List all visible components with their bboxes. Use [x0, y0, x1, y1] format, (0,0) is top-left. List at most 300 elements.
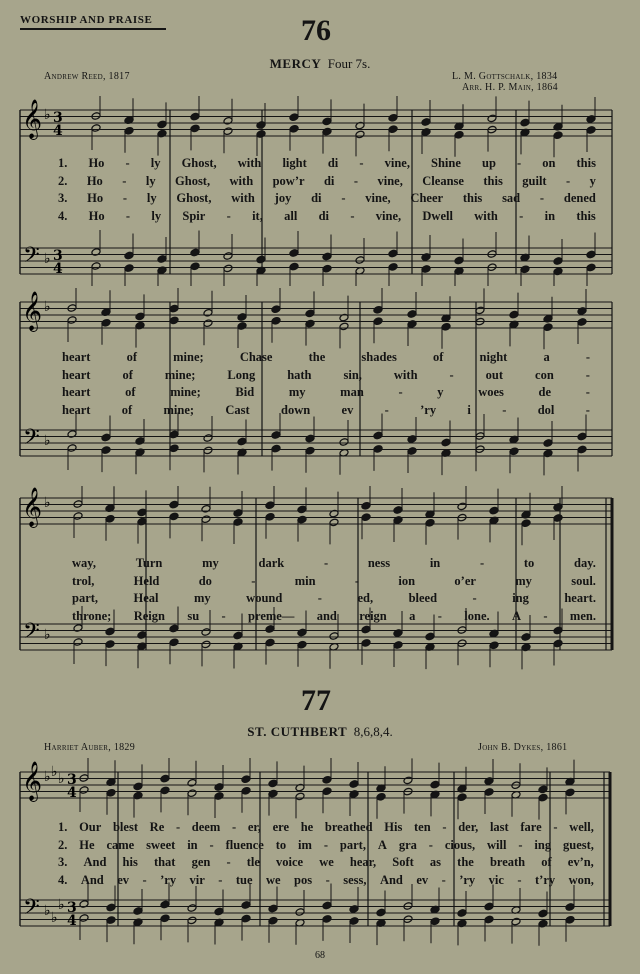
lyric-syllable: he [300, 820, 314, 834]
lyric-syllable: Cleanse [422, 173, 464, 188]
lyric-syllable: this [576, 208, 596, 223]
flat-sign-icon: ♭ [51, 764, 58, 780]
note-head [388, 263, 398, 272]
tune-heading [0, 724, 640, 740]
lyric-syllable: with [237, 156, 262, 170]
lyric-syllable: part, [339, 837, 366, 852]
lyric-syllable: su [187, 608, 200, 623]
lyric-syllable: and [316, 608, 337, 623]
lyric-line [58, 191, 596, 206]
bass-clef-icon: 𝄢 [23, 895, 40, 925]
note-head [322, 915, 332, 924]
treble-clef-icon: 𝄞 [22, 291, 43, 331]
lyric-syllable: my [288, 385, 306, 399]
hymn-number: 76 [301, 14, 331, 47]
lyric-syllable: ev [117, 872, 130, 887]
note-head [201, 628, 211, 637]
note-head [190, 112, 200, 121]
note-head [520, 118, 530, 127]
note-head [565, 903, 575, 912]
section-header: WORSHIP AND PRAISE [20, 14, 153, 26]
note-head [577, 445, 587, 454]
lyric-syllable: ten [414, 820, 431, 834]
lyric-syllable: Ho [87, 191, 104, 205]
lyric-syllable: with [393, 367, 418, 382]
note-head [538, 919, 548, 928]
note-head [538, 785, 548, 794]
lyric-syllable: fluence [225, 837, 264, 852]
note-head [237, 437, 247, 446]
lyric-syllable: down [281, 402, 311, 417]
note-head [297, 505, 307, 514]
note-head [361, 513, 371, 522]
lyric-syllable: Reign [133, 608, 165, 623]
flat-sign-icon: ♭ [44, 107, 51, 123]
lyric-syllable: with [474, 208, 498, 223]
lyric-syllable: on [542, 156, 556, 170]
note-head [407, 310, 417, 319]
note-head [268, 916, 278, 925]
note-head [553, 626, 563, 635]
note-head [484, 788, 494, 797]
lyric-syllable: bleed [408, 591, 438, 605]
note-head [295, 792, 305, 801]
lyric-syllable: heart [62, 350, 91, 364]
lyric-syllable: pow’r [272, 173, 305, 188]
note-head [268, 904, 278, 913]
author-credit: Andrew Reed, 1817 [44, 71, 130, 82]
lyric-syllable: sad [502, 191, 521, 205]
meter: Four 7s. [327, 56, 371, 71]
lyric-syllable: heart. [564, 591, 596, 605]
lyric-syllable: gra [398, 837, 417, 852]
note-head [322, 127, 332, 136]
lyric-syllable: o’er [454, 573, 476, 588]
lyric-syllable: ev [341, 402, 354, 417]
note-head [421, 118, 431, 127]
syllable-hyphen: - [353, 173, 359, 188]
lyric-syllable: Ho [88, 208, 105, 223]
lyric-syllable: ’ry [459, 872, 476, 887]
lyric-line [58, 820, 594, 835]
note-head [133, 907, 143, 916]
lyric-syllable: woes [478, 385, 504, 399]
lyric-line [58, 838, 594, 853]
note-head [233, 518, 243, 527]
lyric-syllable: sess, [343, 872, 367, 887]
note-head [361, 502, 371, 511]
note-head [241, 901, 251, 910]
note-head [305, 434, 315, 443]
note-head [388, 249, 398, 258]
note-head [214, 783, 224, 792]
composer-credit: John B. Dykes, 1861 [478, 742, 568, 753]
lyric-syllable: will [486, 837, 507, 852]
lyric-syllable: 3. [58, 855, 68, 869]
lyric-syllable: hear, [349, 855, 377, 869]
note-head [187, 789, 197, 798]
lyric-syllable: of [126, 350, 138, 364]
syllable-hyphen: - [437, 608, 442, 623]
note-head [106, 903, 116, 912]
note-head [187, 916, 197, 925]
note-head [586, 126, 596, 135]
note-head [297, 628, 307, 637]
note-head [187, 779, 197, 788]
note-head [223, 127, 233, 136]
lyric-syllable: of [122, 367, 133, 382]
note-head [457, 909, 467, 918]
note-head [430, 917, 440, 926]
note-head [105, 640, 115, 649]
note-head [441, 438, 451, 447]
lyric-syllable: this [483, 173, 503, 188]
lyric-syllable: tle [246, 855, 260, 869]
lyric-syllable: con [535, 367, 554, 382]
note-head [157, 255, 167, 264]
syllable-hyphen: - [519, 208, 524, 223]
lyric-syllable: the [308, 350, 326, 364]
lyric-syllable: lone. [464, 608, 490, 623]
syllable-hyphen: - [142, 872, 147, 887]
lyric-syllable: in [429, 556, 441, 570]
tune-heading [0, 56, 640, 72]
note-head [586, 263, 596, 272]
note-head [407, 447, 417, 456]
lyric-syllable: cious, [444, 837, 476, 852]
note-head [124, 127, 134, 136]
syllable-hyphen: - [359, 156, 364, 170]
lyric-syllable: di [327, 156, 339, 170]
syllable-hyphen: - [566, 173, 571, 188]
lyric-syllable: Chase [239, 350, 273, 364]
note-head [289, 249, 299, 258]
lyric-syllable: pos [294, 872, 313, 887]
lyric-syllable: ness [367, 556, 391, 570]
lyric-syllable: this [462, 191, 483, 205]
note-head [256, 255, 266, 264]
note-head [373, 431, 383, 440]
lyric-syllable: my [515, 573, 532, 588]
note-head [105, 627, 115, 636]
note-head [295, 908, 305, 917]
lyric-syllable: heart [62, 367, 91, 382]
lyric-syllable: ed, [357, 591, 374, 605]
lyric-syllable: mine; [170, 385, 201, 399]
lyric-syllable: day. [574, 556, 596, 570]
lyric-syllable: vine, [365, 191, 391, 205]
lyric-syllable: Cheer [410, 191, 444, 205]
note-head [521, 633, 531, 642]
flat-sign-icon: ♭ [44, 433, 51, 449]
lyric-syllable: 1. [58, 156, 68, 170]
flat-sign-icon: ♭ [44, 769, 51, 785]
syllable-hyphen: - [317, 591, 322, 605]
syllable-hyphen: - [516, 156, 522, 170]
time-signature-denominator: 4 [67, 913, 77, 929]
lyric-line [58, 873, 594, 888]
lyric-syllable: joy [274, 191, 292, 205]
note-head [214, 792, 224, 801]
lyric-syllable: vine, [384, 156, 410, 170]
lyric-syllable: ly [145, 173, 156, 188]
note-head [553, 257, 563, 266]
lyric-syllable: voice [276, 855, 304, 869]
lyric-line [58, 209, 596, 224]
note-head [305, 446, 315, 455]
lyric-syllable: ly [151, 208, 162, 223]
note-head [329, 518, 339, 527]
note-head [538, 909, 548, 918]
lyric-syllable: of [121, 402, 133, 417]
note-head [430, 780, 440, 789]
note-head [201, 505, 211, 514]
lyric-syllable: ing [512, 591, 529, 605]
lyric-syllable: reign [359, 608, 387, 623]
lyric-syllable: Turn [135, 556, 163, 570]
note-head [487, 114, 497, 123]
lyric-syllable: di [318, 208, 330, 223]
lyric-syllable: Ghost, [175, 173, 211, 188]
lyric-syllable: 4. [58, 208, 68, 223]
note-head [339, 438, 349, 447]
lyric-syllable: Dwell [422, 208, 453, 223]
note-head [265, 638, 275, 647]
lyric-syllable: that [153, 855, 176, 869]
note-head [135, 312, 145, 321]
lyric-syllable: 2. [58, 173, 68, 188]
lyric-syllable: guilt [522, 173, 547, 188]
page-number: 68 [315, 950, 325, 961]
note-head [355, 130, 365, 139]
note-head [67, 316, 77, 325]
note-head [241, 787, 251, 796]
syllable-hyphen: - [341, 191, 346, 205]
lyric-syllable: 4. [58, 872, 68, 887]
note-head [393, 506, 403, 515]
lyric-syllable: way, [72, 556, 96, 570]
lyric-syllable: t’ry [535, 872, 556, 887]
syllable-hyphen: - [323, 556, 329, 570]
note-head [241, 775, 251, 784]
note-head [305, 319, 315, 328]
note-head [223, 264, 233, 273]
lyric-syllable: tue [235, 872, 253, 887]
note-head [373, 317, 383, 326]
lyric-syllable: 1. [58, 820, 68, 834]
lyric-syllable: came [106, 837, 135, 852]
note-head [289, 113, 299, 122]
note-head [329, 632, 339, 641]
lyric-line [62, 350, 590, 365]
note-head [489, 641, 499, 650]
flat-sign-icon: ♭ [44, 495, 51, 511]
lyric-syllable: And [379, 872, 403, 887]
lyric-syllable: deem [191, 820, 221, 834]
treble-clef-icon: 𝄞 [22, 487, 43, 527]
note-head [265, 501, 275, 510]
lyric-syllable: of [125, 385, 136, 399]
lyric-syllable: im [298, 837, 312, 852]
note-head [105, 515, 115, 524]
lyric-syllable: won, [568, 872, 594, 887]
lyric-syllable: ev’n, [567, 855, 594, 869]
lyric-syllable: Shine [431, 156, 461, 170]
lyric-syllable: fare [520, 820, 542, 834]
lyric-syllable: well, [569, 820, 594, 834]
lyric-syllable: ’ry [420, 402, 437, 417]
note-head [520, 265, 530, 274]
syllable-hyphen: - [251, 573, 256, 588]
note-head [553, 639, 563, 648]
note-head [190, 262, 200, 271]
note-head [322, 901, 332, 910]
flat-sign-icon: ♭ [58, 897, 65, 913]
tune-name: MERCY [269, 56, 322, 71]
lyric-syllable: y [589, 173, 596, 188]
lyric-syllable: Held [133, 573, 160, 588]
syllable-hyphen: - [209, 837, 214, 852]
note-head [106, 789, 116, 798]
note-head [521, 519, 531, 528]
syllable-hyphen: - [479, 556, 485, 570]
note-head [484, 915, 494, 924]
note-head [322, 776, 332, 785]
staff-system-77-1 [0, 758, 640, 948]
lyric-syllable: di [311, 191, 322, 205]
treble-clef-icon: 𝄞 [22, 761, 43, 801]
syllable-hyphen: - [398, 385, 403, 399]
note-head [271, 431, 281, 440]
lyric-syllable: in [544, 208, 556, 223]
note-head [297, 640, 307, 649]
note-head [169, 638, 179, 647]
note-head [187, 904, 197, 913]
lyric-syllable: Spir [182, 208, 206, 223]
note-head [169, 512, 179, 521]
meter: 8,6,8,4. [353, 724, 393, 739]
time-signature-numerator: 3 [67, 900, 77, 916]
lyric-syllable: vine, [377, 173, 403, 188]
syllable-hyphen: - [323, 837, 329, 852]
lyric-syllable: out [485, 367, 504, 382]
lyric-syllable: guest, [563, 837, 594, 852]
note-head [271, 317, 281, 326]
note-head [388, 125, 398, 134]
lyric-syllable: ion [398, 573, 416, 588]
flat-sign-icon: ♭ [44, 251, 51, 267]
syllable-hyphen: - [441, 872, 446, 887]
lyric-syllable: And [83, 855, 107, 869]
lyric-syllable: a [543, 350, 550, 364]
syllable-hyphen: - [585, 402, 590, 417]
note-head [91, 262, 101, 271]
lyric-syllable: 3. [58, 191, 68, 205]
note-head [373, 306, 383, 315]
note-head [201, 515, 211, 524]
syllable-hyphen: - [518, 837, 523, 852]
note-head [454, 256, 464, 265]
lyric-syllable: with [231, 191, 255, 205]
note-head [169, 500, 179, 509]
time-signature-numerator: 3 [67, 772, 77, 788]
staff-system-76-2 [0, 288, 640, 478]
syllable-hyphen: - [325, 872, 330, 887]
syllable-hyphen: - [175, 820, 181, 834]
syllable-hyphen: - [442, 820, 447, 834]
note-head [289, 125, 299, 134]
note-head [538, 793, 548, 802]
lyric-syllable: men. [569, 608, 596, 623]
note-head [169, 624, 179, 633]
flat-sign-icon: ♭ [51, 910, 58, 926]
lyric-syllable: the [457, 855, 474, 869]
lyric-syllable: up [482, 156, 496, 170]
note-head [361, 625, 371, 634]
lyric-syllable: ly [146, 191, 157, 205]
syllable-hyphen: - [539, 191, 545, 205]
note-head [160, 914, 170, 923]
note-head [271, 444, 281, 453]
note-head [237, 313, 247, 322]
time-signature-denominator: 4 [67, 785, 77, 801]
lyric-syllable: He [79, 837, 95, 852]
bass-clef-icon: 𝄢 [23, 425, 40, 455]
lyric-syllable: 2. [58, 837, 68, 852]
note-head [361, 639, 371, 648]
note-head [509, 310, 519, 319]
note-head [543, 323, 553, 332]
lyric-syllable: as [429, 855, 442, 869]
note-head [106, 916, 116, 925]
lyric-syllable: heart [62, 402, 91, 417]
lyric-syllable: Soft [392, 855, 414, 869]
lyric-syllable: of [541, 855, 552, 869]
note-head [133, 782, 143, 791]
lyric-syllable: Cast [225, 402, 250, 417]
syllable-hyphen: - [449, 367, 454, 382]
lyric-syllable: do [198, 573, 212, 588]
note-head [349, 780, 359, 789]
lyric-syllable: in [187, 837, 198, 852]
syllable-hyphen: - [517, 872, 522, 887]
note-head [403, 776, 413, 785]
lyric-syllable: breathed [324, 820, 373, 834]
lyric-syllable: Ho [88, 156, 105, 170]
syllable-hyphen: - [354, 573, 360, 588]
flat-sign-icon: ♭ [44, 627, 51, 643]
lyric-syllable: part, [72, 591, 99, 605]
lyric-syllable: with [229, 173, 254, 188]
lyric-syllable: A [511, 608, 522, 623]
note-head [79, 914, 89, 923]
lyric-syllable: Ghost, [181, 156, 217, 170]
lyric-line [58, 156, 596, 171]
lyric-line [72, 591, 596, 606]
lyric-syllable: vir [189, 872, 205, 887]
lyric-syllable: light [282, 156, 307, 170]
lyric-syllable: all [284, 208, 298, 223]
lyric-syllable: ere [272, 820, 289, 834]
syllable-hyphen: - [221, 608, 226, 623]
lyric-syllable: ly [150, 156, 161, 170]
lyric-line [62, 368, 590, 383]
syllable-hyphen: - [350, 208, 355, 223]
lyric-syllable: blest [112, 820, 138, 834]
lyric-syllable: Heal [133, 591, 159, 605]
note-head [101, 433, 111, 442]
syllable-hyphen: - [125, 208, 131, 223]
